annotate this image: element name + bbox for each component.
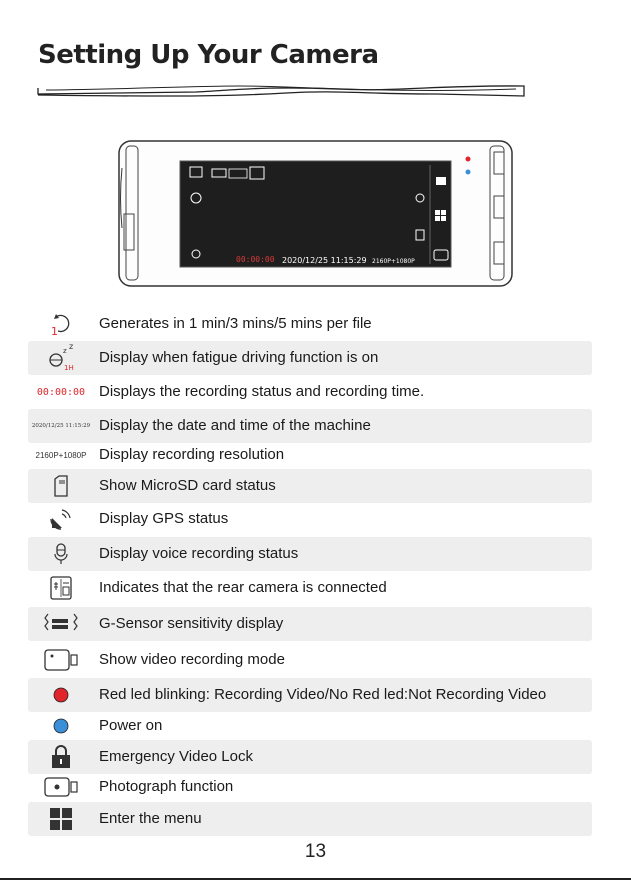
legend-row-video-mode <box>28 643 592 677</box>
legend-label: Display voice recording status <box>99 545 299 562</box>
page-number: 13 <box>304 841 327 862</box>
legend-label: Show video recording mode <box>99 651 285 668</box>
legend-row-red-led <box>28 678 592 712</box>
g-sensor-icon <box>28 607 94 641</box>
legend-label: Power on <box>99 717 163 734</box>
svg-text:1H: 1H <box>64 364 74 372</box>
legend-label: Display recording resolution <box>99 446 285 463</box>
legend-row-lock <box>28 740 592 774</box>
resolution-text: 2160P+1080P <box>35 450 87 460</box>
svg-text:z: z <box>63 347 67 355</box>
legend-label: Show MicroSD card status <box>99 477 276 494</box>
bottom-divider <box>0 878 631 880</box>
lock-icon <box>28 740 94 774</box>
svg-text:z: z <box>69 344 74 351</box>
loop-recording-icon <box>28 307 94 341</box>
legend-label: Display when fatigue driving function is on <box>99 349 379 366</box>
legend-row-voice <box>28 537 592 571</box>
legend-row-recording-time <box>28 375 592 409</box>
legend-label: G-Sensor sensitivity display <box>99 615 284 632</box>
rear-camera-icon <box>28 571 94 605</box>
legend-row-g-sensor <box>28 607 592 641</box>
red-led-icon <box>28 678 94 712</box>
legend-label: Generates in 1 min/3 mins/5 mins per file <box>99 315 372 332</box>
legend-label: Display GPS status <box>99 510 229 527</box>
legend-label: Display the date and time of the machine <box>99 417 371 434</box>
screen-resolution: 2160P+1080P <box>372 258 415 265</box>
legend-row-gps <box>28 502 592 536</box>
gps-satellite-icon <box>28 502 94 536</box>
blue-led-icon <box>28 709 94 743</box>
recording-time-text: 00:00:00 <box>36 386 86 398</box>
dashcam-device-illustration <box>118 138 514 290</box>
legend-row-menu <box>28 802 592 836</box>
legend-row-photo <box>28 770 592 804</box>
screen-datetime: 2020/12/25 11:15:29 <box>282 256 367 265</box>
svg-text:1: 1 <box>51 325 58 337</box>
legend-label: Indicates that the rear camera is connected <box>99 579 387 596</box>
legend-row-resolution <box>28 438 592 472</box>
fatigue-driving-icon <box>28 341 94 375</box>
photo-camera-icon <box>28 770 94 804</box>
legend-label: Red led blinking: Recording Video/No Red led:Not Recording Video <box>99 686 547 703</box>
legend-row-loop-recording <box>28 307 592 341</box>
datetime-text: 2020/12/25 11:15:29 <box>31 423 91 429</box>
legend-row-microsd <box>28 469 592 503</box>
microsd-card-icon <box>28 469 94 503</box>
screen-recording-time: 00:00:00 <box>236 255 275 264</box>
legend-label: Displays the recording status and recording time. <box>99 383 425 400</box>
legend-label: Emergency Video Lock <box>99 748 253 765</box>
legend-row-fatigue-driving <box>28 341 592 375</box>
video-mode-icon <box>28 643 94 677</box>
microphone-icon <box>28 537 94 571</box>
legend-row-rear-camera <box>28 571 592 605</box>
page-title: Setting Up Your Camera <box>38 40 379 70</box>
decorative-wave-divider <box>36 80 528 100</box>
menu-grid-icon <box>28 802 94 836</box>
legend-label: Photograph function <box>99 778 234 795</box>
legend-row-blue-led <box>28 709 592 743</box>
legend-label: Enter the menu <box>99 810 202 827</box>
